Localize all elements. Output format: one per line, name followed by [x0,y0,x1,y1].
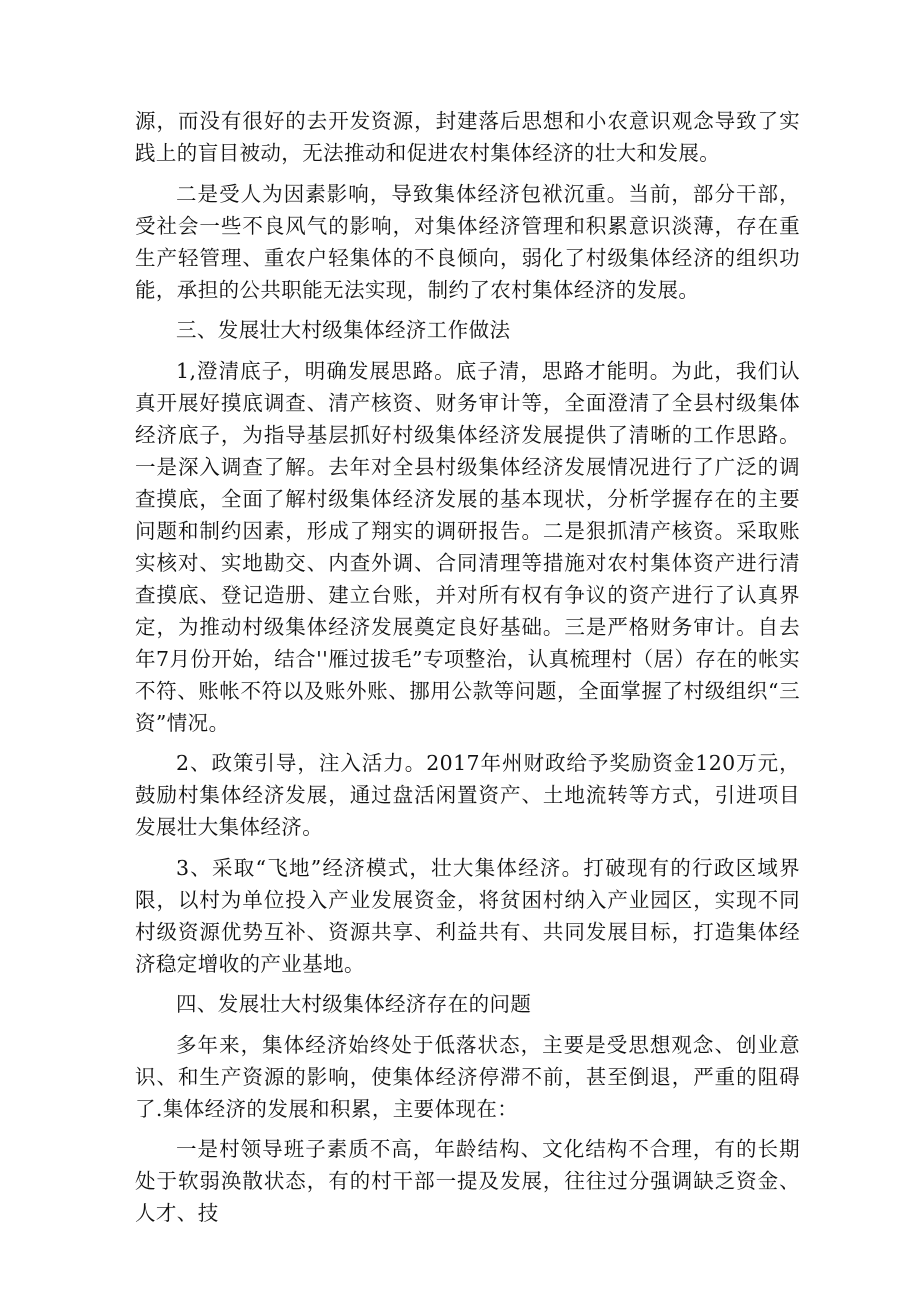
paragraph-clarify-foundation: 1,澄清底子，明确发展思路。底子清，思路才能明。为此，我们认真开展好摸底调查、清产核资、财务审计等，全面澄清了全县村级集体经济底子，为指导基层抓好村级集体经济发展提供了清晰的工作思路。一是深入调查了解。去年对全县村级集体经济发展情况进行了广泛的调查摸底，全面了解村级集体经济发展的基本现状，分析学握存在的主要问题和制约因素，形成了翔实的调研报告。二是狠抓清产核资。采取账实核对、实地勘交、内查外调、合同清理等措施对农村集体资产进行清查摸底、登记造册、建立台账，并对所有权有争议的资产进行了认真界定，为推动村级集体经济发展奠定良好基础。三是严格财务审计。自去年7月份开始，结合''雁过拔毛”专项整治，认真梳理村（居）存在的帐实不符、账帐不符以及账外账、挪用公款等问题，全面掌握了村级组织“三资”情况。 [135,358,800,735]
paragraph-problems-intro: 多年来，集体经济始终处于低落状态，主要是受思想观念、创业意识、和生产资源的影响，使集体经济停滞不前，甚至倒退，严重的阻碍了.集体经济的发展和积累，主要体现在： [135,1032,800,1121]
paragraph-policy-guidance: 2、政策引导，注入活力。2017年州财政给予奖励资金120万元，鼓励村集体经济发展，通过盘活闲置资产、土地流转等方式，引进项目发展壮大集体经济。 [135,751,800,839]
paragraph-leadership-quality: 一是村领导班子素质不高，年龄结构、文化结构不合理，有的长期处于软弱涣散状态，有的村干部一提及发展，往往过分强调缺乏资金、人才、技 [135,1137,800,1225]
section-heading-4: 四、发展壮大村级集体经济存在的问题 [176,992,532,1016]
paragraph-human-factors: 二是受人为因素影响，导致集体经济包袱沉重。当前，部分干部，受社会一些不良风气的影响，对集体经济管理和积累意识淡薄，存在重生产轻管理、重农户轻集体的不良倾向，弱化了村级集体经济的组织功能，承担的公共职能无法实现，制约了农村集体经济的发展。 [135,181,800,302]
paragraph-continuation: 源，而没有很好的去开发资源，封建落后思想和小农意识观念导致了实践上的盲目被动，无法推动和促进农村集体经济的壮大和发展。 [135,109,800,165]
section-heading-3: 三、发展壮大村级集体经济工作做法 [176,318,511,342]
paragraph-enclave-economy: 3、采取“飞地”经济模式，壮大集体经济。打破现有的行政区域界限，以村为单位投入产业发展资金，将贫困村纳入产业园区，实现不同村级资源优势互补、资源共享、利益共有、共同发展目标，打造集体经济稳定增收的产业基地。 [135,855,800,976]
